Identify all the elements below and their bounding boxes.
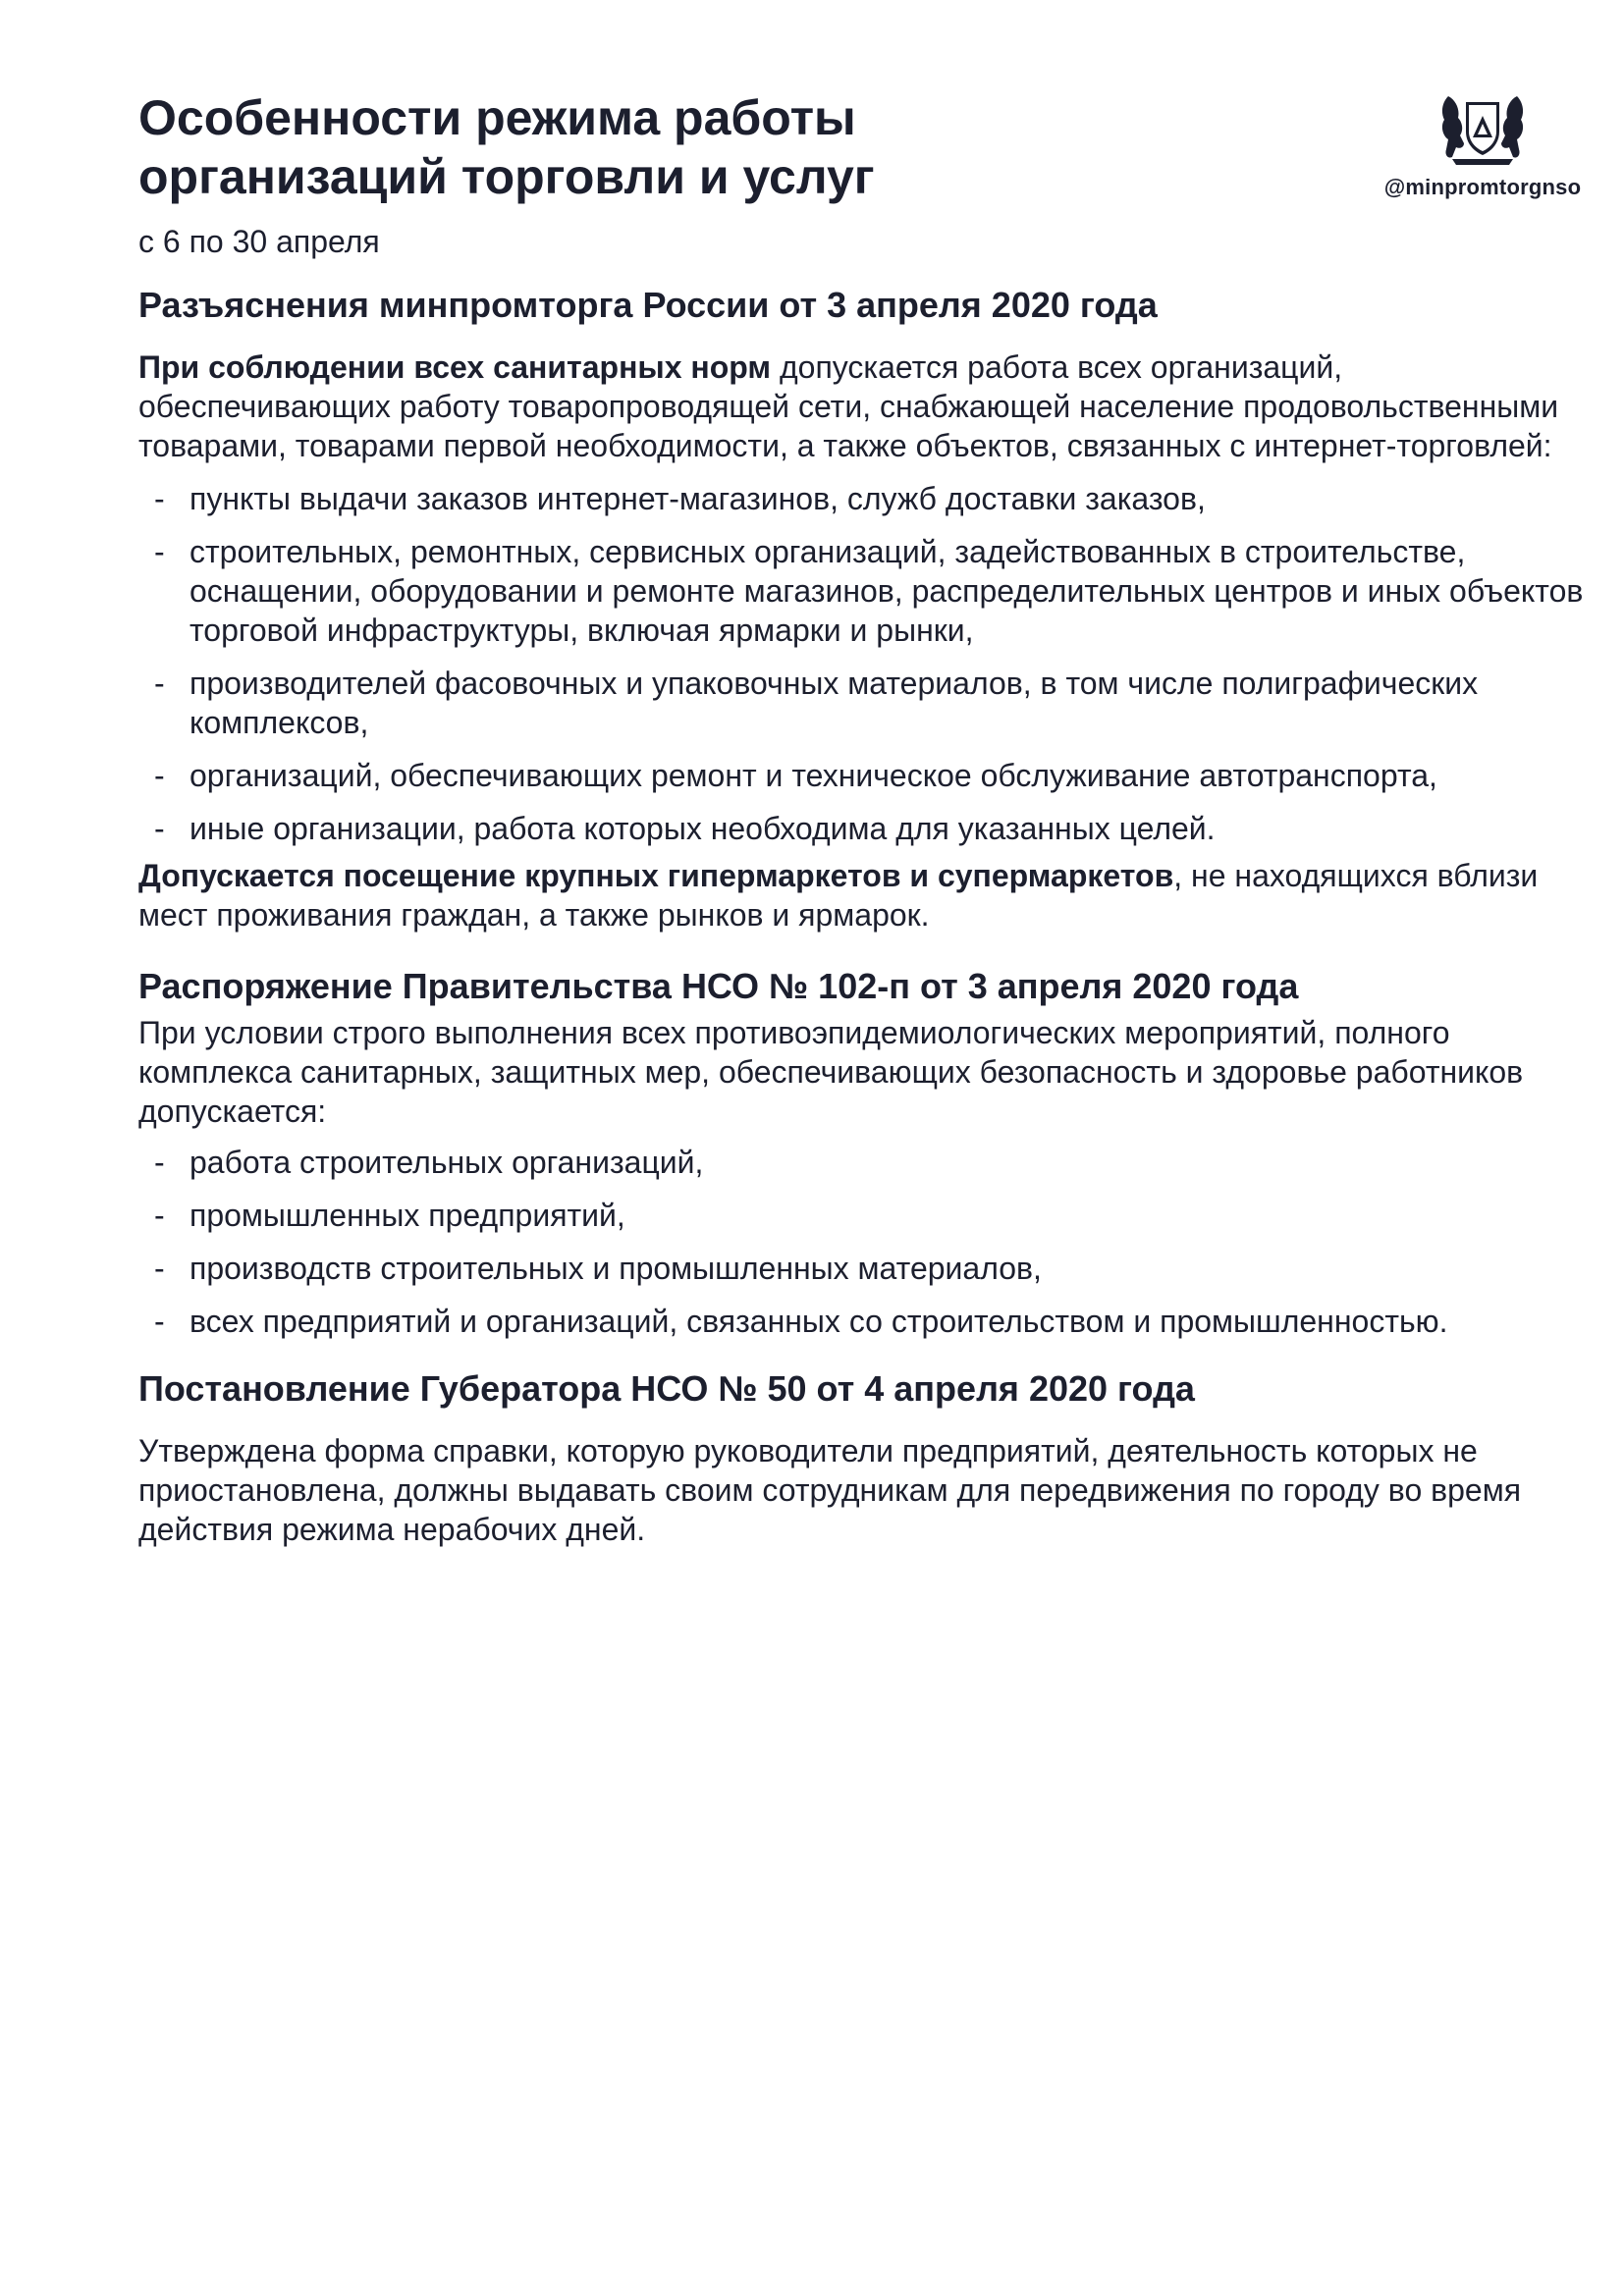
section-heading-government-order: Распоряжение Правительства НСО № 102-п от 3 апреля 2020 года [138, 966, 1299, 1006]
section-intro-paragraph: При условии строго выполнения всех противоэпидемиологических мероприятий, полного комплекса санитарных, защитных мер, обеспечивающих безопасность и здоровье работников допускается: [138, 1015, 1524, 1129]
list-item: - производств строительных и промышленных материалов, [154, 1249, 1592, 1288]
list-item: - работа строительных организаций, [154, 1143, 1592, 1182]
date-range-subtitle: с 6 по 30 апреля [138, 224, 380, 259]
allowed-organizations-list [138, 479, 1592, 848]
list-item: - иные организации, работа которых необходима для указанных целей. [154, 809, 1592, 848]
intro-bold-text: При соблюдении всех санитарных норм [138, 349, 772, 385]
list-item: - всех предприятий и организаций, связанных со строительством и промышленностью. [154, 1302, 1592, 1341]
page-title [138, 88, 1218, 206]
list-item: - пункты выдачи заказов интернет-магазинов, служб доставки заказов, [154, 479, 1592, 518]
main-content [138, 281, 1592, 1549]
permitted-activities-list [138, 1143, 1592, 1341]
note-bold-text: Допускается посещение крупных гипермаркетов и супермаркетов [138, 858, 1174, 893]
section-heading-minpromtorg: Разъяснения минпромторга России от 3 апреля 2020 года [138, 285, 1158, 325]
list-item: - промышленных предприятий, [154, 1196, 1592, 1235]
certificate-paragraph: Утверждена форма справки, которую руководители предприятий, деятельность которых не приостановлена, должны выдавать своим сотрудникам для передвижения по городу во время действия режима нерабочих дней. [138, 1433, 1522, 1547]
coat-of-arms-icon [1438, 88, 1527, 167]
page-title-line-1: Особенности режима работы [138, 90, 856, 145]
list-item: - производителей фасовочных и упаковочных материалов, в том числе полиграфических комплексов, [154, 664, 1592, 742]
social-handle: @minpromtorgnso [1383, 175, 1582, 199]
page-title-line-2: организаций торговли и услуг [138, 149, 875, 204]
ministry-logo [1365, 88, 1600, 200]
list-item: - строительных, ремонтных, сервисных организаций, задействованных в строительстве, оснащении, оборудовании и ремонте магазинов, распределительных центров и иных объектов торговой инфраструктуры, включая ярмарки и рынки, [154, 532, 1592, 650]
intro-rest-text: допускается работа всех организаций, обеспечивающих работу товаропроводящей сети, снабжающей население продовольственными товарами, товарами первой необходимости, а также объектов, связанных с интернет-торговлей: [138, 349, 1559, 463]
section-intro-paragraph [138, 347, 1592, 465]
hypermarket-note-paragraph [138, 856, 1592, 934]
list-item: - организаций, обеспечивающих ремонт и техническое обслуживание автотранспорта, [154, 756, 1592, 795]
note-rest-text: , не находящихся вблизи мест проживания граждан, а также рынков и ярмарок. [138, 858, 1539, 933]
section-heading-governor-decree: Постановление Губератора НСО № 50 от 4 апреля 2020 года [138, 1368, 1195, 1409]
